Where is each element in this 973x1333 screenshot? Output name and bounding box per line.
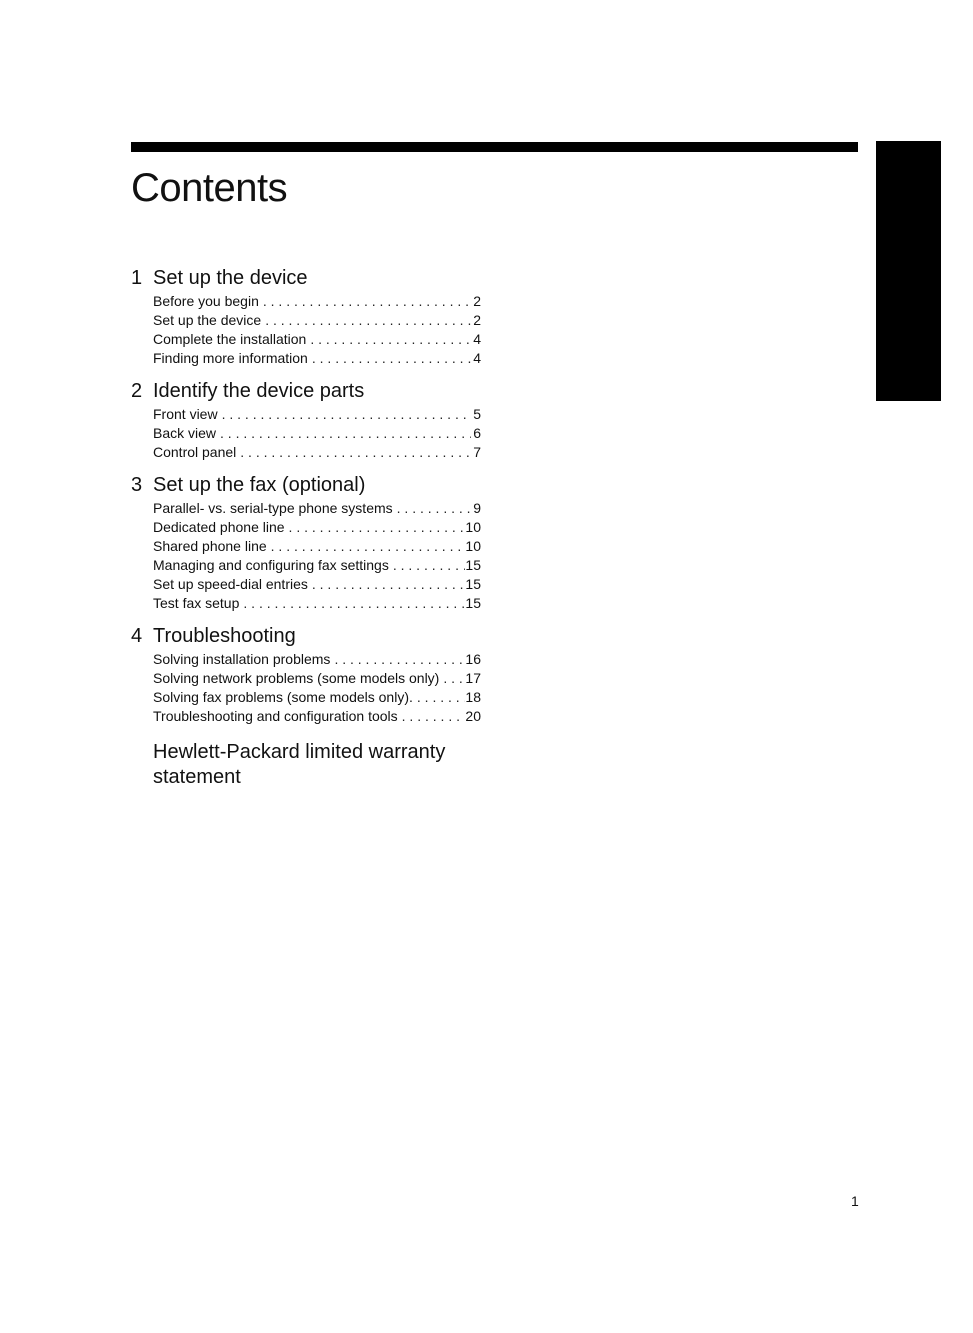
- toc-entry[interactable]: [153, 707, 481, 726]
- dot-leader: [413, 688, 466, 707]
- entry-page: 10: [465, 538, 481, 554]
- entry-page: 15: [465, 595, 481, 611]
- entry-title: Solving fax problems (some models only).: [153, 689, 413, 705]
- chapter-2: [131, 377, 481, 462]
- entry-title: Finding more information: [153, 350, 308, 366]
- entry-title: Back view: [153, 425, 217, 441]
- entry-page: 17: [465, 670, 481, 686]
- dot-leader: [285, 518, 466, 537]
- entry-page: 15: [465, 576, 481, 592]
- warranty-heading[interactable]: Hewlett-Packard limited warranty statement: [153, 741, 446, 788]
- entry-title: Shared phone line: [153, 538, 267, 554]
- entry-page: 2: [473, 293, 481, 309]
- chapter-title: Troubleshooting: [153, 625, 296, 647]
- entry-page: 2: [473, 312, 481, 328]
- entry-title: Complete the installation: [153, 331, 307, 347]
- entry-page: 18: [465, 689, 481, 705]
- dot-leader: [308, 349, 471, 368]
- language-tab-label: English: [887, 487, 903, 536]
- dot-leader: [308, 575, 466, 594]
- dot-leader: [216, 424, 471, 443]
- chapter-heading[interactable]: [131, 377, 481, 405]
- chapter-heading[interactable]: [131, 264, 481, 292]
- toc-entry[interactable]: [153, 499, 481, 518]
- chapter-number: 3: [131, 474, 143, 496]
- toc-entry[interactable]: [153, 292, 481, 311]
- entry-page: 16: [465, 651, 481, 667]
- entry-title: Dedicated phone line: [153, 519, 285, 535]
- chapter-heading[interactable]: [131, 471, 481, 499]
- toc-entry[interactable]: [153, 405, 481, 424]
- chapter-title: Set up the fax (optional): [153, 474, 366, 496]
- top-rule: [131, 142, 858, 152]
- dot-leader: [330, 650, 465, 669]
- entry-page: 4: [473, 350, 481, 366]
- chapter-title: Identify the device parts: [153, 380, 365, 402]
- toc-entry[interactable]: [153, 311, 481, 330]
- entry-title: Set up the device: [153, 312, 262, 328]
- toc-entry[interactable]: [153, 518, 481, 537]
- page-title: Contents: [131, 166, 288, 210]
- dot-leader: [389, 556, 466, 575]
- dot-leader: [306, 330, 471, 349]
- entry-title: Troubleshooting and configuration tools: [153, 708, 398, 724]
- entry-title: Parallel- vs. serial-type phone systems: [153, 500, 393, 516]
- entry-title: Set up speed-dial entries: [153, 576, 308, 592]
- entry-page: 5: [473, 406, 481, 422]
- chapter-number: 4: [131, 625, 143, 647]
- table-of-contents: [131, 264, 481, 790]
- entry-title: Front view: [153, 406, 218, 422]
- dot-leader: [218, 405, 471, 424]
- toc-entry[interactable]: [153, 330, 481, 349]
- entry-page: 10: [465, 519, 481, 535]
- toc-entry[interactable]: [153, 688, 481, 707]
- chapter-4: [131, 622, 481, 726]
- chapter-heading[interactable]: [131, 622, 481, 650]
- entry-page: 4: [473, 331, 481, 347]
- entry-page: 7: [473, 444, 481, 460]
- dot-leader: [236, 443, 471, 462]
- entry-title: Before you begin: [153, 293, 259, 309]
- dot-leader: [393, 499, 471, 518]
- toc-entry[interactable]: [153, 669, 481, 688]
- toc-entry[interactable]: [153, 594, 481, 613]
- dot-leader: [239, 594, 465, 613]
- dot-leader: [259, 292, 471, 311]
- chapter-number: 2: [131, 380, 143, 402]
- toc-entry[interactable]: [153, 575, 481, 594]
- toc-entry[interactable]: [153, 424, 481, 443]
- page-number: 1: [851, 1193, 859, 1209]
- chapter-3: [131, 471, 481, 613]
- entry-page: 6: [473, 425, 481, 441]
- toc-entry[interactable]: [153, 443, 481, 462]
- entry-title: Solving network problems (some models only): [153, 670, 440, 686]
- chapter-number: 1: [131, 267, 143, 289]
- entry-title: Managing and configuring fax settings: [153, 557, 389, 573]
- toc-entry[interactable]: [153, 537, 481, 556]
- language-tab: [876, 141, 941, 536]
- dot-leader: [439, 669, 465, 688]
- dot-leader: [267, 537, 466, 556]
- toc-entry[interactable]: [153, 349, 481, 368]
- entry-page: 20: [465, 708, 481, 724]
- entry-title: Test fax setup: [153, 595, 240, 611]
- entry-title: Solving installation problems: [153, 651, 331, 667]
- chapter-title: Set up the device: [153, 267, 308, 289]
- entry-title: Control panel: [153, 444, 237, 460]
- toc-entry[interactable]: [153, 650, 481, 669]
- dot-leader: [261, 311, 471, 330]
- entry-page: 15: [465, 557, 481, 573]
- entry-page: 9: [473, 500, 481, 516]
- dot-leader: [398, 707, 466, 726]
- toc-entry[interactable]: [153, 556, 481, 575]
- chapter-1: [131, 264, 481, 368]
